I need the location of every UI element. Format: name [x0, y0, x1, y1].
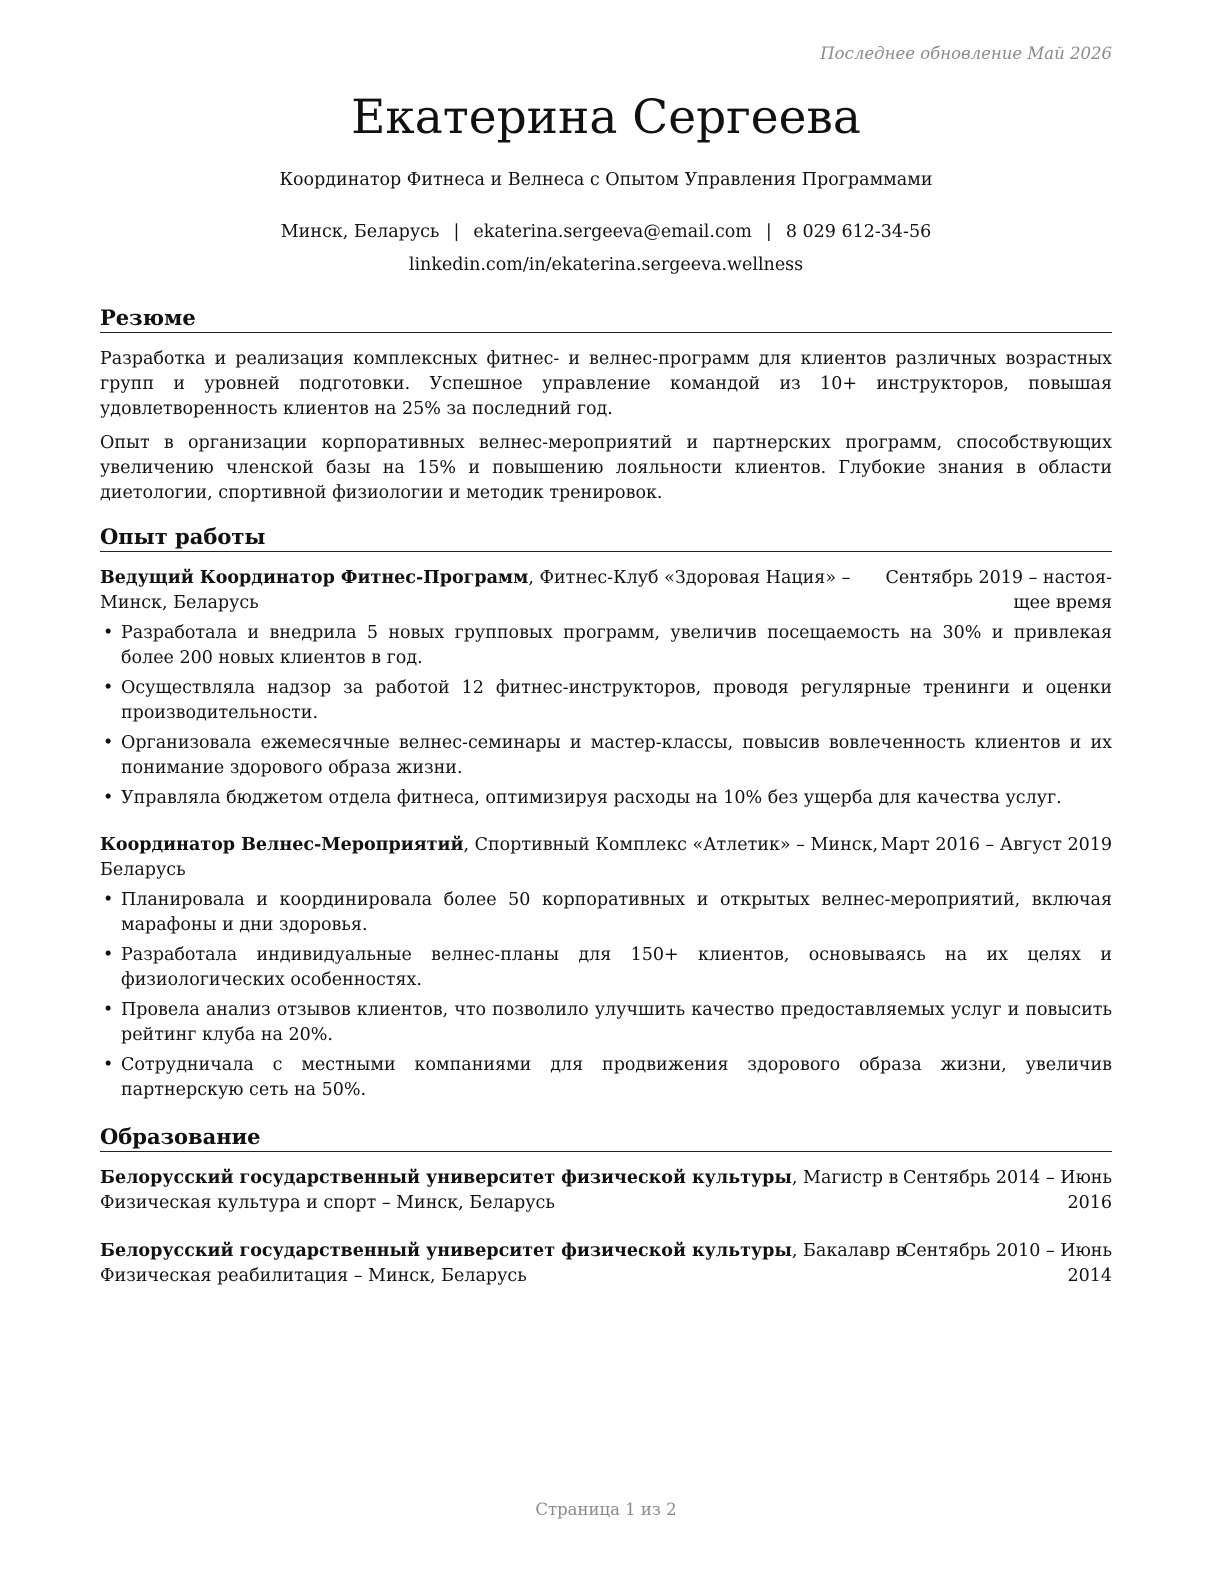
summary-section — [100, 304, 1112, 506]
list-item — [100, 1053, 1112, 1103]
experience-section — [100, 523, 1112, 1108]
bullet-icon: • — [103, 1055, 114, 1075]
bullet-text: Планировала и координировала более 50 корпоративных и открытых велнес-мероприятий, включая марафоны и дни здоровья. — [121, 890, 1112, 935]
bullet-icon: • — [103, 623, 114, 643]
job-title-line — [100, 833, 878, 858]
education-entry — [100, 1166, 1112, 1216]
list-item — [100, 943, 1112, 993]
bullet-icon: • — [103, 678, 114, 698]
page-number: Страница 1 из 2 — [535, 1500, 677, 1519]
job-company: , Спортивный Комплекс «Атлетик» – Минск, — [463, 835, 879, 855]
job-bullets — [100, 621, 1112, 811]
education-degree: , Бакалавр в — [791, 1241, 906, 1261]
candidate-subtitle: Координатор Фитнеса и Велнеса с Опытом Управления Программами — [279, 170, 933, 190]
bullet-text: Разработала индивидуальные велнес-планы для 150+ клиентов, основываясь на их целях и физиологических особенностях. — [121, 945, 1112, 990]
contact-line — [100, 219, 1112, 245]
bullet-text: Разработала и внедрила 5 новых групповых программ, увеличив посещаемость на 30% и привлекая более 200 новых клиентов в год. — [121, 623, 1112, 668]
education-field: Физическая культура и спорт – Минск, Беларусь — [100, 1193, 555, 1213]
education-institution: Белорусский государственный университет физической культуры — [100, 1168, 792, 1188]
education-title-line — [100, 1166, 898, 1191]
summary-paragraph: Опыт в организации корпоративных велнес-мероприятий и партнерских программ, способствующих увеличению членской базы на 15% и повышению лояльности клиентов. Глубокие знания в области диетологии, спортивной физиологии и методик тренировок. — [100, 433, 1112, 503]
list-item — [100, 731, 1112, 781]
education-dates-cont: 2014 — [1067, 1266, 1112, 1286]
education-section — [100, 1123, 1112, 1289]
job-location: Минск, Беларусь — [100, 593, 259, 613]
section-title-summary: Резюме — [100, 304, 1112, 333]
bullet-icon: • — [103, 788, 114, 808]
section-title-experience: Опыт работы — [100, 523, 1112, 552]
bullet-text: Сотрудничала с местными компаниями для продвижения здорового образа жизни, увеличив партнерскую сеть на 50%. — [121, 1055, 1112, 1100]
education-title-line — [100, 1239, 906, 1264]
job-header — [100, 833, 1112, 883]
education-dates: Сентябрь 2010 – Июнь — [902, 1241, 1112, 1261]
job-title-line — [100, 566, 850, 591]
contact-phone: 8 029 612-34-56 — [785, 222, 932, 242]
contact-linkedin[interactable]: linkedin.com/in/ekaterina.sergeeva.wellness — [408, 255, 804, 275]
job-company: , Фитнес-Клуб «Здоровая Нация» – — [528, 568, 851, 588]
list-item — [100, 998, 1112, 1048]
list-item — [100, 888, 1112, 938]
bullet-text: Осуществляла надзор за работой 12 фитнес-инструкторов, проводя регулярные тренинги и оценки производительности. — [121, 678, 1112, 723]
summary-paragraph: Разработка и реализация комплексных фитнес- и велнес-программ для клиентов различных возрастных групп и уровней подготовки. Успешное управление командой из 10+ инструкторов, повышая удовлетворенность клиентов на 25% за последний год. — [100, 349, 1112, 419]
job-dates: Сентябрь 2019 – настоя- — [885, 568, 1112, 588]
job-location: Беларусь — [100, 860, 186, 880]
education-entry — [100, 1239, 1112, 1289]
bullet-icon: • — [103, 945, 114, 965]
list-item — [100, 786, 1112, 811]
contact-location: Минск, Беларусь — [280, 222, 440, 242]
education-institution: Белорусский государственный университет физической культуры — [100, 1241, 792, 1261]
bullet-text: Организовала ежемесячные велнес-семинары и мастер-классы, повысив вовлеченность клиентов и их понимание здорового образа жизни. — [121, 733, 1112, 778]
education-dates: Сентябрь 2014 – Июнь — [902, 1168, 1112, 1188]
contact-separator: | — [453, 222, 460, 242]
bullet-icon: • — [103, 733, 114, 753]
job-entry — [100, 566, 1112, 811]
contact-email[interactable]: ekaterina.sergeeva@email.com — [473, 222, 752, 242]
education-degree: , Магистр в — [791, 1168, 899, 1188]
bullet-text: Провела анализ отзывов клиентов, что позволило улучшить качество предоставляемых услуг и повысить рейтинг клуба на 20%. — [121, 1000, 1112, 1045]
bullet-text: Управляла бюджетом отдела фитнеса, оптимизируя расходы на 10% без ущерба для качества услуг. — [121, 788, 1062, 808]
education-dates-cont: 2016 — [1067, 1193, 1112, 1213]
job-position: Ведущий Координатор Фитнес-Программ — [100, 568, 529, 588]
bullet-icon: • — [103, 1000, 114, 1020]
list-item — [100, 676, 1112, 726]
job-header — [100, 566, 1112, 616]
job-dates-cont: щее время — [1013, 593, 1112, 613]
contact-separator: | — [765, 222, 772, 242]
education-field: Физическая реабилитация – Минск, Беларусь — [100, 1266, 527, 1286]
resume-page — [100, 0, 1112, 1584]
section-title-education: Образование — [100, 1123, 1112, 1152]
last-updated: Последнее обновление Май 2026 — [820, 44, 1112, 63]
candidate-name: Екатерина Сергеева — [351, 90, 861, 145]
job-dates: Март 2016 – Август 2019 — [880, 835, 1112, 855]
bullet-icon: • — [103, 890, 114, 910]
list-item — [100, 621, 1112, 671]
job-position: Координатор Велнес-Мероприятий — [100, 835, 464, 855]
job-bullets — [100, 888, 1112, 1103]
job-entry — [100, 833, 1112, 1103]
